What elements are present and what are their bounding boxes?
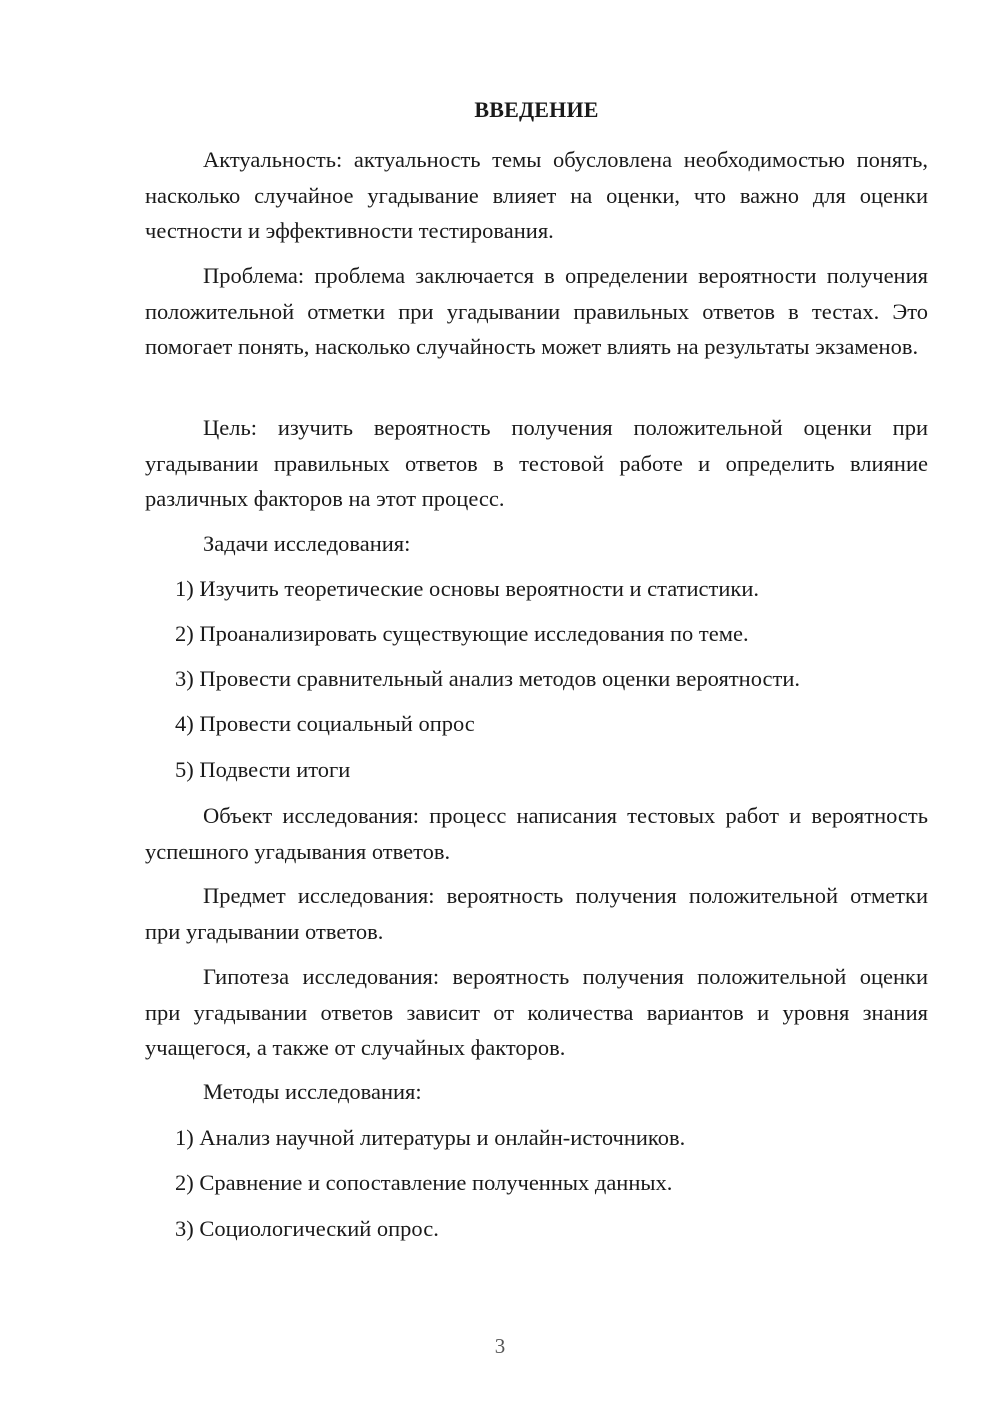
paragraph-goal: Цель: изучить вероятность получения положительной оценки при угадывании правильных ответов в тестовой работе и определить влияние различных факторов на этот процесс.: [145, 415, 928, 511]
task-item: 4) Провести социальный опрос: [175, 711, 475, 736]
task-item: 3) Провести сравнительный анализ методов оценки вероятности.: [175, 666, 800, 691]
task-item: 2) Проанализировать существующие исследования по теме.: [175, 621, 749, 646]
method-item: 2) Сравнение и сопоставление полученных данных.: [175, 1170, 673, 1195]
method-item: 1) Анализ научной литературы и онлайн-источников.: [175, 1125, 686, 1150]
method-item: 3) Социологический опрос.: [175, 1216, 439, 1241]
paragraph-hypothesis: Гипотеза исследования: вероятность получения положительной оценки при угадывании ответов зависит от количества вариантов и уровня знания учащегося, а также от случайных факторов.: [145, 964, 928, 1060]
paragraph-tasks-heading: Задачи исследования:: [203, 531, 411, 556]
task-item: 5) Подвести итоги: [175, 757, 351, 782]
paragraph-relevance: Актуальность: актуальность темы обусловлена необходимостью понять, насколько случайное угадывание влияет на оценки, что важно для оценки честности и эффективности тестирования.: [145, 147, 928, 243]
task-item: 1) Изучить теоретические основы вероятности и статистики.: [175, 576, 759, 601]
paragraph-subject: Предмет исследования: вероятность получения положительной отметки при угадывании ответов.: [145, 883, 928, 944]
paragraph-methods-heading: Методы исследования:: [203, 1079, 422, 1104]
section-title: ВВЕДЕНИЕ: [474, 97, 599, 122]
page-number: 3: [494, 1334, 506, 1358]
paragraph-object: Объект исследования: процесс написания тестовых работ и вероятность успешного угадывания ответов.: [145, 803, 928, 864]
paragraph-problem: Проблема: проблема заключается в определении вероятности получения положительной отметки при угадывании правильных ответов в тестах. Это помогает понять, насколько случайность может влиять на результаты экзаменов.: [145, 263, 928, 359]
